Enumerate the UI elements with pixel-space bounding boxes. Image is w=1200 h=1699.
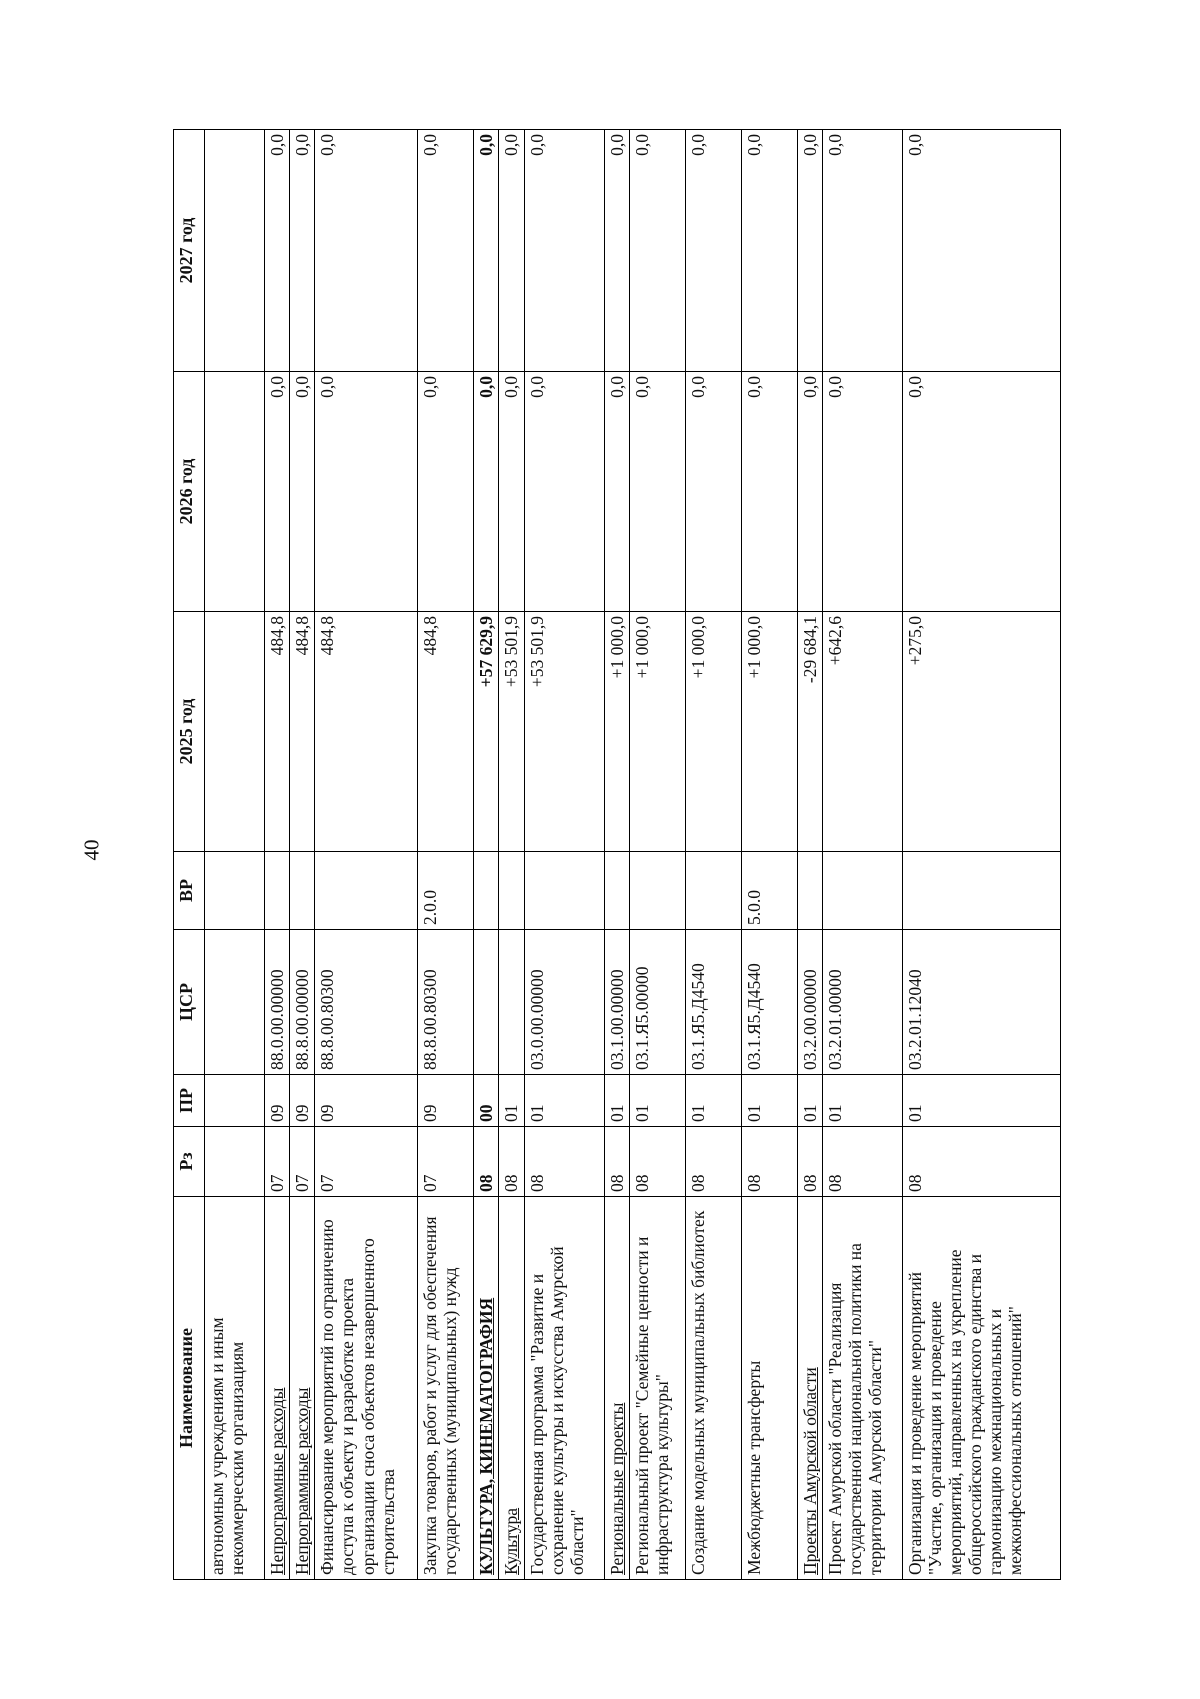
row-2027 — [205, 130, 265, 372]
row-name: Региональные проекты — [604, 1197, 629, 1580]
row-vr — [902, 852, 1060, 930]
row-vr — [474, 852, 499, 930]
table-row — [205, 130, 265, 1580]
table-row — [741, 130, 797, 1580]
row-vr — [524, 852, 604, 930]
row-rz: 07 — [315, 1127, 418, 1197]
row-csr: 03.2.01.00000 — [822, 930, 902, 1075]
row-pr: 01 — [741, 1075, 797, 1127]
row-rz: 07 — [265, 1127, 290, 1197]
table-row — [524, 130, 604, 1580]
table-row — [629, 130, 685, 1580]
row-pr: 01 — [629, 1075, 685, 1127]
row-csr: 03.1.Я5.Д4540 — [741, 930, 797, 1075]
row-2027: 0,0 — [741, 130, 797, 372]
row-name: КУЛЬТУРА, КИНЕМАТОГРАФИЯ — [474, 1197, 499, 1580]
row-vr — [797, 852, 822, 930]
row-rz: 08 — [741, 1127, 797, 1197]
row-2026: 0,0 — [315, 372, 418, 612]
row-pr: 09 — [265, 1075, 290, 1127]
row-2025: +275,0 — [902, 612, 1060, 852]
table-row — [265, 130, 290, 1580]
row-2027: 0,0 — [418, 130, 474, 372]
row-name: Финансирование мероприятий по ограничению доступа к объекту и разработке проекта организации сноса объектов незавершенного строительства — [315, 1197, 418, 1580]
row-2025: +1 000,0 — [604, 612, 629, 852]
row-pr: 01 — [685, 1075, 741, 1127]
row-vr — [265, 852, 290, 930]
header-rz: Рз — [174, 1127, 205, 1197]
row-vr: 5.0.0 — [741, 852, 797, 930]
row-pr: 01 — [499, 1075, 524, 1127]
row-name: автономным учреждениям и иным некоммерческим организациям — [205, 1197, 265, 1580]
row-csr: 88.8.00.80300 — [315, 930, 418, 1075]
row-name: Региональный проект "Семейные ценности и инфраструктура культуры" — [629, 1197, 685, 1580]
row-name: Межбюджетные трансферты — [741, 1197, 797, 1580]
row-2027: 0,0 — [524, 130, 604, 372]
row-2027: 0,0 — [902, 130, 1060, 372]
row-rz: 08 — [685, 1127, 741, 1197]
header-2027: 2027 год — [174, 130, 205, 372]
row-2027: 0,0 — [629, 130, 685, 372]
row-2027: 0,0 — [265, 130, 290, 372]
row-csr: 03.1.Я5.Д4540 — [685, 930, 741, 1075]
row-name: Непрограммные расходы — [290, 1197, 315, 1580]
row-name: Проект Амурской области "Реализация государственной национальной политики на территории Амурской области" — [822, 1197, 902, 1580]
row-2027: 0,0 — [604, 130, 629, 372]
row-2025: +1 000,0 — [685, 612, 741, 852]
row-2025: +1 000,0 — [741, 612, 797, 852]
row-2025: +642,6 — [822, 612, 902, 852]
row-2026: 0,0 — [265, 372, 290, 612]
row-2026: 0,0 — [797, 372, 822, 612]
row-csr: 03.2.00.00000 — [797, 930, 822, 1075]
row-pr: 01 — [524, 1075, 604, 1127]
table-row — [474, 130, 499, 1580]
page-number: 40 — [79, 839, 104, 861]
row-name: Государственная программа "Развитие и сохранение культуры и искусства Амурской области" — [524, 1197, 604, 1580]
row-rz: 08 — [902, 1127, 1060, 1197]
row-2026: 0,0 — [741, 372, 797, 612]
row-pr — [205, 1075, 265, 1127]
table-row — [797, 130, 822, 1580]
header-pr: ПР — [174, 1075, 205, 1127]
row-2025: +57 629,9 — [474, 612, 499, 852]
table-header-row — [174, 130, 205, 1580]
row-csr: 03.2.01.12040 — [902, 930, 1060, 1075]
row-2026: 0,0 — [902, 372, 1060, 612]
row-rz: 07 — [290, 1127, 315, 1197]
row-name: Закупка товаров, работ и услуг для обеспечения государственных (муниципальных) нужд — [418, 1197, 474, 1580]
header-name: Наименование — [174, 1197, 205, 1580]
row-2025: 484,8 — [315, 612, 418, 852]
row-name: Культура — [499, 1197, 524, 1580]
row-rz: 08 — [797, 1127, 822, 1197]
table-row — [418, 130, 474, 1580]
row-csr: 88.8.00.00000 — [290, 930, 315, 1075]
header-csr: ЦСР — [174, 930, 205, 1075]
row-rz: 08 — [822, 1127, 902, 1197]
row-pr: 01 — [797, 1075, 822, 1127]
row-csr: 88.0.00.00000 — [265, 930, 290, 1075]
row-2026: 0,0 — [629, 372, 685, 612]
row-vr: 2.0.0 — [418, 852, 474, 930]
row-vr — [205, 852, 265, 930]
row-vr — [315, 852, 418, 930]
header-2026: 2026 год — [174, 372, 205, 612]
row-2027: 0,0 — [474, 130, 499, 372]
row-csr — [499, 930, 524, 1075]
table-row — [902, 130, 1060, 1580]
row-name: Непрограммные расходы — [265, 1197, 290, 1580]
row-2026: 0,0 — [418, 372, 474, 612]
row-csr: 03.1.00.00000 — [604, 930, 629, 1075]
row-name: Организация и проведение мероприятий "Участие, организация и проведение мероприятий, направленных на укрепление общероссийского гражданского единства и гармонизацию межнациональных и межконфессиональных отношений" — [902, 1197, 1060, 1580]
table-row — [822, 130, 902, 1580]
header-vr: ВР — [174, 852, 205, 930]
row-pr: 09 — [290, 1075, 315, 1127]
row-rz: 07 — [418, 1127, 474, 1197]
row-rz: 08 — [499, 1127, 524, 1197]
budget-table — [173, 129, 1061, 1580]
row-2025: 484,8 — [418, 612, 474, 852]
row-vr — [604, 852, 629, 930]
table-row — [685, 130, 741, 1580]
row-csr: 03.0.00.00000 — [524, 930, 604, 1075]
row-rz: 08 — [629, 1127, 685, 1197]
row-2027: 0,0 — [685, 130, 741, 372]
row-2025: +1 000,0 — [629, 612, 685, 852]
row-csr — [205, 930, 265, 1075]
row-2026: 0,0 — [290, 372, 315, 612]
row-2027: 0,0 — [290, 130, 315, 372]
row-csr: 03.1.Я5.00000 — [629, 930, 685, 1075]
row-rz — [205, 1127, 265, 1197]
rotated-table-container — [173, 130, 1098, 1580]
row-2025: 484,8 — [265, 612, 290, 852]
row-2027: 0,0 — [822, 130, 902, 372]
row-vr — [499, 852, 524, 930]
row-2026: 0,0 — [822, 372, 902, 612]
row-2027: 0,0 — [499, 130, 524, 372]
row-2025: -29 684,1 — [797, 612, 822, 852]
row-name: Проекты Амурской области — [797, 1197, 822, 1580]
row-2026: 0,0 — [474, 372, 499, 612]
row-2026: 0,0 — [524, 372, 604, 612]
row-pr: 01 — [604, 1075, 629, 1127]
row-rz: 08 — [604, 1127, 629, 1197]
row-2027: 0,0 — [797, 130, 822, 372]
header-2025: 2025 год — [174, 612, 205, 852]
row-2026: 0,0 — [499, 372, 524, 612]
row-pr: 01 — [822, 1075, 902, 1127]
row-pr: 09 — [315, 1075, 418, 1127]
row-name: Создание модельных муниципальных библиотек — [685, 1197, 741, 1580]
row-pr: 01 — [902, 1075, 1060, 1127]
row-2025 — [205, 612, 265, 852]
row-pr: 00 — [474, 1075, 499, 1127]
table-row — [290, 130, 315, 1580]
table-row — [604, 130, 629, 1580]
table-row — [315, 130, 418, 1580]
row-vr — [290, 852, 315, 930]
row-2027: 0,0 — [315, 130, 418, 372]
row-pr: 09 — [418, 1075, 474, 1127]
row-2026: 0,0 — [685, 372, 741, 612]
row-csr: 88.8.00.80300 — [418, 930, 474, 1075]
row-vr — [822, 852, 902, 930]
row-rz: 08 — [524, 1127, 604, 1197]
row-vr — [685, 852, 741, 930]
table-row — [499, 130, 524, 1580]
row-2026: 0,0 — [604, 372, 629, 612]
row-2026 — [205, 372, 265, 612]
row-2025: 484,8 — [290, 612, 315, 852]
row-rz: 08 — [474, 1127, 499, 1197]
row-2025: +53 501,9 — [499, 612, 524, 852]
row-vr — [629, 852, 685, 930]
row-2025: +53 501,9 — [524, 612, 604, 852]
row-csr — [474, 930, 499, 1075]
